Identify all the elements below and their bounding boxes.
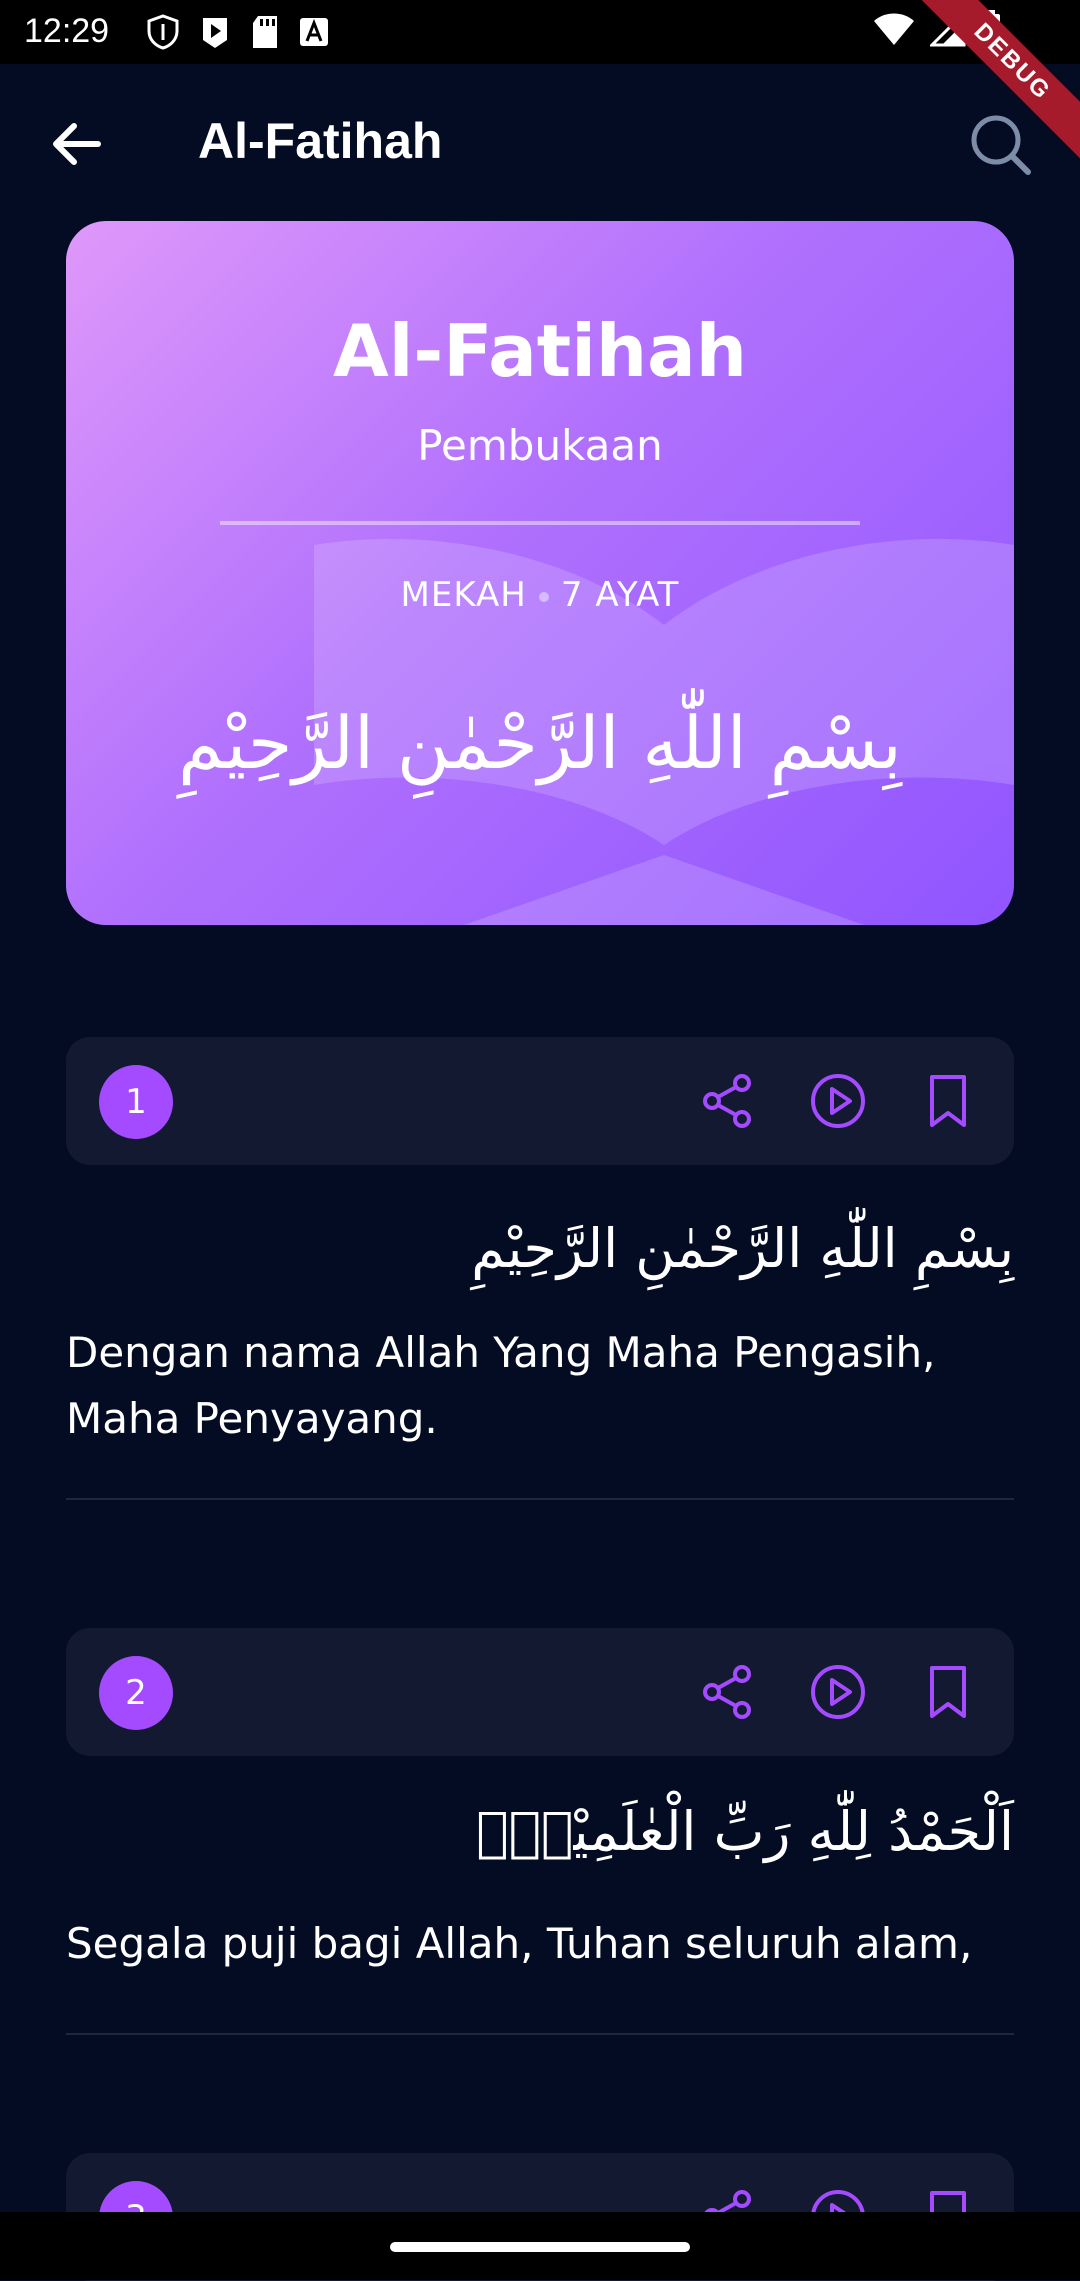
ayah-translation: Dengan nama Allah Yang Maha Pengasih, Maha Penyayang. [66,1328,936,1443]
ayah-divider [66,2033,1014,2035]
play-store-icon [198,14,232,50]
bookmark-icon[interactable] [916,1069,980,1133]
ayah-arabic-text: اَلْحَمْدُ لِلّٰهِ رَبِّ الْعٰلَمِيْنَۙ [476,1800,1014,1863]
revelation-place: MEKAH [400,575,527,615]
back-arrow-icon[interactable] [44,112,108,176]
wifi-icon [872,11,916,47]
header-divider [220,521,860,525]
search-icon[interactable] [964,108,1036,180]
surah-meta [66,575,1014,615]
play-icon[interactable] [806,1660,870,1724]
app-bar [0,64,1080,224]
sd-card-icon [250,14,280,50]
ayah-arabic-text: بِسْمِ اللّٰهِ الرَّحْمٰنِ الرَّحِيْمِ [471,1217,1014,1280]
ayah-count: 7 AYAT [560,575,680,615]
ayah-toolbar [66,1037,1014,1165]
play-icon[interactable] [806,1069,870,1133]
surah-header-card [66,221,1014,925]
meta-dot [539,592,549,602]
surah-meaning: Pembukaan [417,421,663,470]
ayah-item [66,1037,1014,1500]
status-bar [0,0,1080,64]
notification-icons [146,14,330,50]
ayah-number: 2 [99,1656,173,1730]
shield-icon [146,14,180,50]
share-icon[interactable] [696,1069,760,1133]
home-indicator[interactable] [390,2242,690,2252]
status-time: 12:29 [24,12,110,50]
share-icon[interactable] [696,1660,760,1724]
ayah-translation: Segala puji bagi Allah, Tuhan seluruh alam, [66,1919,973,1968]
bookmark-icon[interactable] [916,1660,980,1724]
ayah-item [66,1628,1014,2035]
ayah-number: 1 [99,1065,173,1139]
quran-book-illustration [314,425,1014,925]
surah-name: Al-Fatihah [332,309,748,393]
page-title: Al-Fatihah [198,113,443,169]
bismillah-calligraphy: بِسْمِ اللّٰهِ الرَّحْمٰنِ الرَّحِيْمِ [178,701,902,785]
ayah-divider [66,1498,1014,1500]
font-icon [298,14,330,50]
ayah-toolbar [66,1628,1014,1756]
debug-ribbon: DEBUG [906,0,1080,168]
